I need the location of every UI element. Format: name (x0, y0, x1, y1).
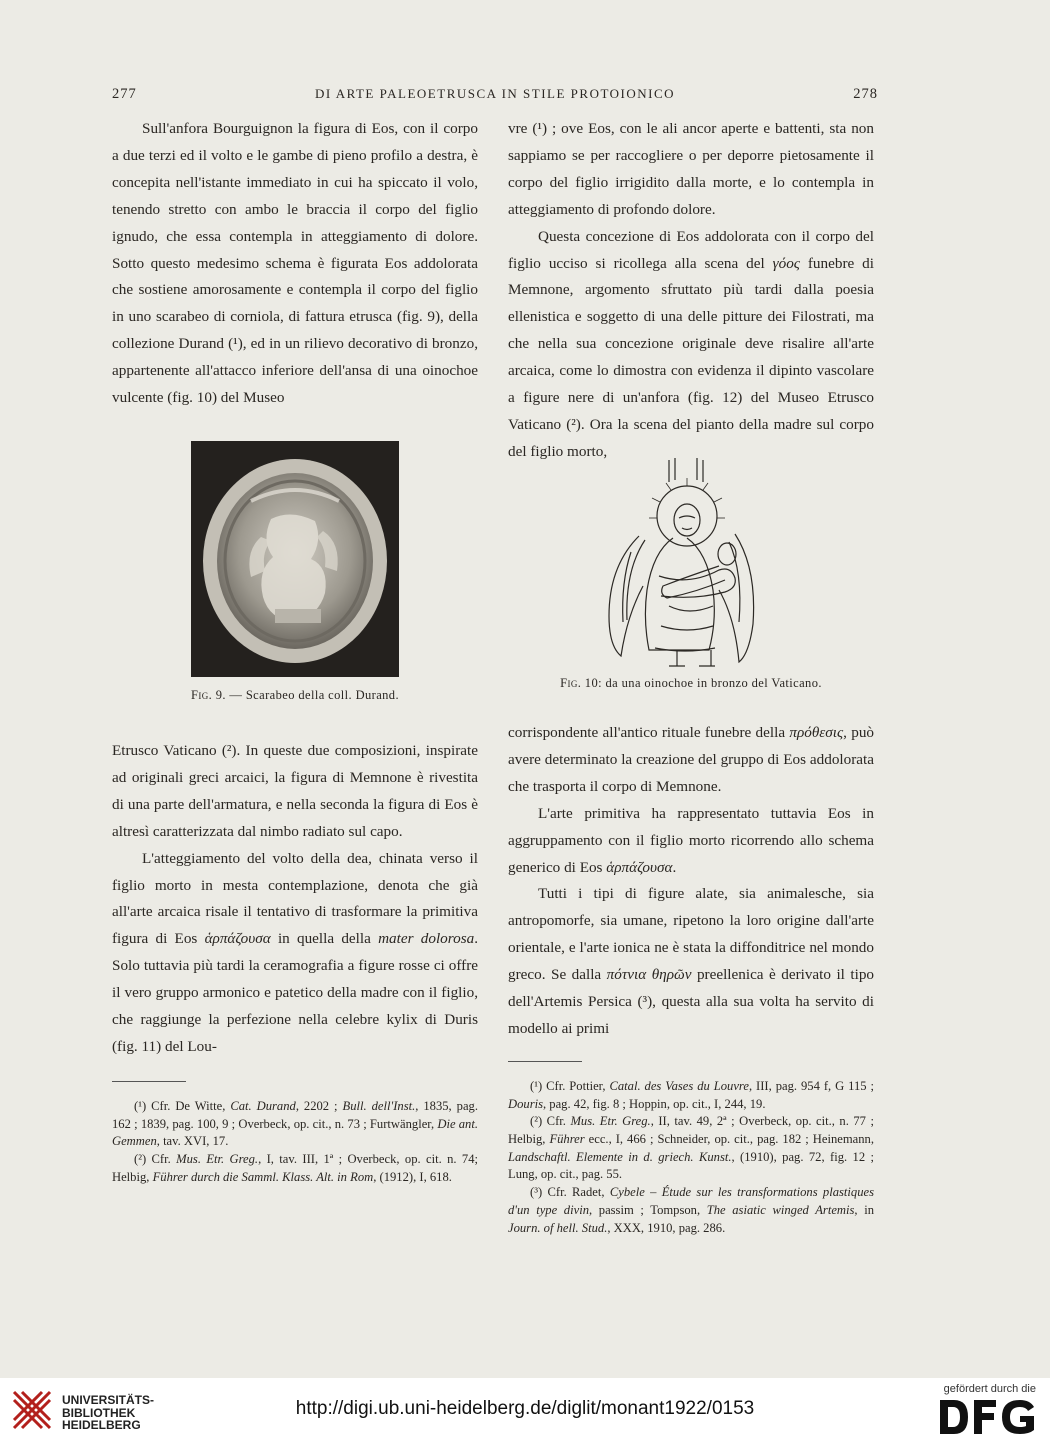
left-footnote-1 (112, 1098, 478, 1151)
running-head (112, 86, 878, 106)
italic-title: Führer (549, 1131, 585, 1146)
italic-phrase: mater dolorosa (378, 930, 475, 948)
funded-by-label: gefördert durch die (943, 1383, 1036, 1395)
text-run: , 2202 ; (295, 1098, 338, 1113)
text-run: , (1910), pag. 72, fig. 12 ; Lung, op. cit., pag. 55. (508, 1149, 874, 1182)
right-paragraph-2 (508, 224, 874, 466)
italic-title: Cybele – Étude sur les transformations plastiques d'un type divin (508, 1185, 874, 1217)
text-run: (¹) Cfr. De Witte, (134, 1098, 226, 1113)
right-footnotes (508, 1078, 874, 1237)
italic-title: Cat. Durand (230, 1098, 296, 1113)
digitization-footer (0, 1378, 1050, 1442)
figure-9-caption-text: — Scarabeo della coll. Durand. (229, 688, 399, 702)
text-run: , II, tav. 49, 2ª ; Overbeck, op. cit., n. 77 ; Helbig, (508, 1114, 874, 1146)
figure-10-drawing (599, 456, 759, 674)
text-run: , I, tav. III, 1ª ; Overbeck, op. cit. n. 74; Helbig, (112, 1151, 478, 1184)
greek-phrase: πότνια θηρῶν (606, 966, 692, 984)
text-run: (²) Cfr. (530, 1114, 566, 1129)
right-column-bottom (508, 720, 874, 1237)
text-run: L'arte primitiva ha rappresentato tuttavia Eos in aggruppamento con il figlio morto ricorrendo allo schema generico di Eos (508, 804, 874, 876)
text-run: . Solo tuttavia più tardi la ceramografia a figure rosse ci offre il vero gruppo armonico e patetico della madre con il figlio, che raggiunge la perfezione nella celebre kylix di Duris (fig. 11) del Lou- (112, 930, 479, 1055)
left-paragraph-3 (112, 846, 478, 1061)
text-run: . (672, 858, 677, 876)
italic-title: Mus. Etr. Greg. (176, 1151, 259, 1166)
left-column-top (112, 116, 478, 412)
footnote-rule (508, 1061, 582, 1062)
text-run: preellenica è derivato il tipo dell'Artemis Persica (³), questa alla sua volta ha servito di modello ai primi (508, 966, 875, 1037)
greek-word: πρόθεσις (789, 724, 844, 741)
text-run: (¹) Cfr. Pottier, (530, 1078, 606, 1093)
text-run: (²) Cfr. (134, 1151, 171, 1166)
greek-word: ἁρπάζουσα (204, 930, 271, 948)
italic-title: Landschaftl. Elemente in d. griech. Kunst. (508, 1149, 732, 1164)
eos-memnon-drawing (599, 456, 759, 674)
right-paragraph-1: vre (¹) ; ove Eos, con le ali ancor aperte e battenti, sta non sappiamo se per raccogliere o per deporre pietosamente il corpo del figlio irrigidito dalla morte, e lo contempla in atteggiamento di profondo dolore. (508, 120, 874, 218)
text-run: Questa concezione di Eos addolorata con il corpo del figlio ucciso si ricollega alla scena del (508, 227, 874, 272)
dfg-logo-icon[interactable] (938, 1398, 1038, 1441)
left-footnote-2 (112, 1151, 478, 1186)
dfg-logo-mark (938, 1398, 1038, 1436)
figure-9-scarab-photo (191, 441, 399, 677)
page-number-left: 277 (112, 86, 137, 102)
figure-9-label: Fig. 9. (191, 688, 226, 702)
right-paragraph-3 (508, 720, 874, 801)
greek-word: γόος (772, 254, 800, 272)
italic-title: Bull. dell'Inst. (342, 1098, 416, 1113)
right-footnote-2 (508, 1113, 874, 1184)
text-run: , passim ; Tompson, (589, 1202, 701, 1217)
text-run: L'atteggiamento del volto della dea, chinata verso il figlio morto in mesta contemplazione, denota che già all'arte arcaica risale il tentativo di trasformare la primitiva figura di Eos (112, 849, 478, 948)
figure-9-caption (112, 688, 478, 703)
figure-10-label: Fig. 10: (560, 676, 602, 690)
text-run: , III, pag. 954 f, G 115 ; (748, 1078, 874, 1093)
text-run: (³) Cfr. Radet, (530, 1185, 605, 1200)
running-title: DI ARTE PALEOETRUSCA IN STILE PROTOIONICO (314, 86, 676, 101)
text-run: funebre di Memnone, argomento sfruttato più tardi dalla poesia ellenistica e soggetto di una delle pitture dei Filostrati, ma che nella sua concezione originale deve risalire all'arte arcaica, come lo dimostra con evidenza il dipinto vascolare a figure nere di un'anfora (fig. 12) del Museo Etrusco Vaticano (²). Ora la scena del pianto della madre sul corpo del figlio morto, (508, 254, 874, 460)
greek-word: ἁρπάζουσα (606, 858, 673, 876)
permalink-url[interactable]: http://digi.ub.uni-heidelberg.de/diglit/monant1922/0153 (295, 1398, 755, 1419)
library-line-1: UNIVERSITÄTS- (62, 1393, 155, 1407)
scarab-gem-image (191, 441, 399, 677)
italic-title: Die ant. Gemmen (112, 1116, 478, 1149)
text-run: , pag. 42, fig. 8 ; Hoppin, op. cit., I, 244, 19. (543, 1096, 766, 1111)
text-run: corrispondente all'antico rituale funebre della (508, 724, 786, 741)
italic-title: Journ. of hell. Stud. (508, 1220, 608, 1235)
right-paragraph-4 (508, 801, 874, 882)
figure-10-caption-text: da una oinochoe in bronzo del Vaticano. (605, 676, 822, 690)
left-footnotes (112, 1098, 478, 1187)
text-run: in quella della (277, 930, 371, 948)
italic-title: Mus. Etr. Greg. (570, 1114, 651, 1129)
left-paragraph-2: Etrusco Vaticano (²). In queste due composizioni, inspirate ad originali greci arcaici, la figura di Memnone è rivestita di una parte dell'armatura, e nella seconda la figura di Eos è altresì caratterizzata dal nimbo radiato sul capo. (112, 742, 478, 840)
text-run: , in (854, 1202, 874, 1217)
right-column-top (508, 116, 874, 466)
text-run: , può avere determinato la creazione del gruppo di Eos addolorata che trasporta il corpo di Memnone. (508, 724, 875, 795)
footnote-rule (112, 1081, 186, 1082)
library-line-2: BIBLIOTHEK (62, 1405, 136, 1420)
left-column-bottom (112, 738, 478, 1186)
text-run: , XXX, 1910, pag. 286. (607, 1220, 726, 1235)
text-run: ecc., I, 466 ; Schneider, op. cit., pag. 182 ; Heinemann, (588, 1131, 874, 1146)
italic-title: Catal. des Vases du Louvre (609, 1078, 749, 1093)
left-paragraph-1: Sull'anfora Bourguignon la figura di Eos, con il corpo a due terzi ed il volto e le gambe di pieno profilo a destra, è concepita nell'istante immediato in cui ha spiccato il volo, tenendo stretto con ambo le braccia il corpo del figlio ignudo, che essa contempla in atteggiamento di dolore. Sotto questo medesimo schema è figurata Eos addolorata che sostiene amorosamente e contempla il corpo del figlio in uno scarabeo di corniola, di fattura etrusca (fig. 9), della collezione Durand (¹), ed in un rilievo decorativo di bronzo, appartenente all'attacco inferiore dell'ansa di una oinochoe vulcente (fig. 10) del Museo (112, 120, 478, 407)
library-line-3: HEIDELBERG (62, 1418, 141, 1432)
figure-10-caption (508, 676, 874, 691)
text-run: , tav. XVI, 17. (156, 1134, 229, 1149)
text-run: , (1912), I, 618. (373, 1169, 452, 1184)
italic-title: Douris (508, 1096, 543, 1111)
text-run: , 1835, pag. 162 ; 1839, pag. 100, 9 ; Overbeck, op. cit., n. 73 ; Furtwängler, (112, 1098, 478, 1131)
italic-title: The asiatic winged Artemis (706, 1202, 855, 1217)
italic-title: Führer durch die Samml. Klass. Alt. in Rom (152, 1169, 374, 1184)
right-paragraph-5 (508, 881, 874, 1042)
page-number-right: 278 (853, 86, 878, 102)
right-footnote-1 (508, 1078, 874, 1113)
text-run: Tutti i tipi di figure alate, sia animalesche, sia antropomorfe, sia umane, ripetono la loro origine dall'arte orientale, e l'arte ionica ne è stata la diffonditrice nel mondo greco. Se dalla (508, 885, 874, 984)
right-footnote-3 (508, 1184, 874, 1237)
